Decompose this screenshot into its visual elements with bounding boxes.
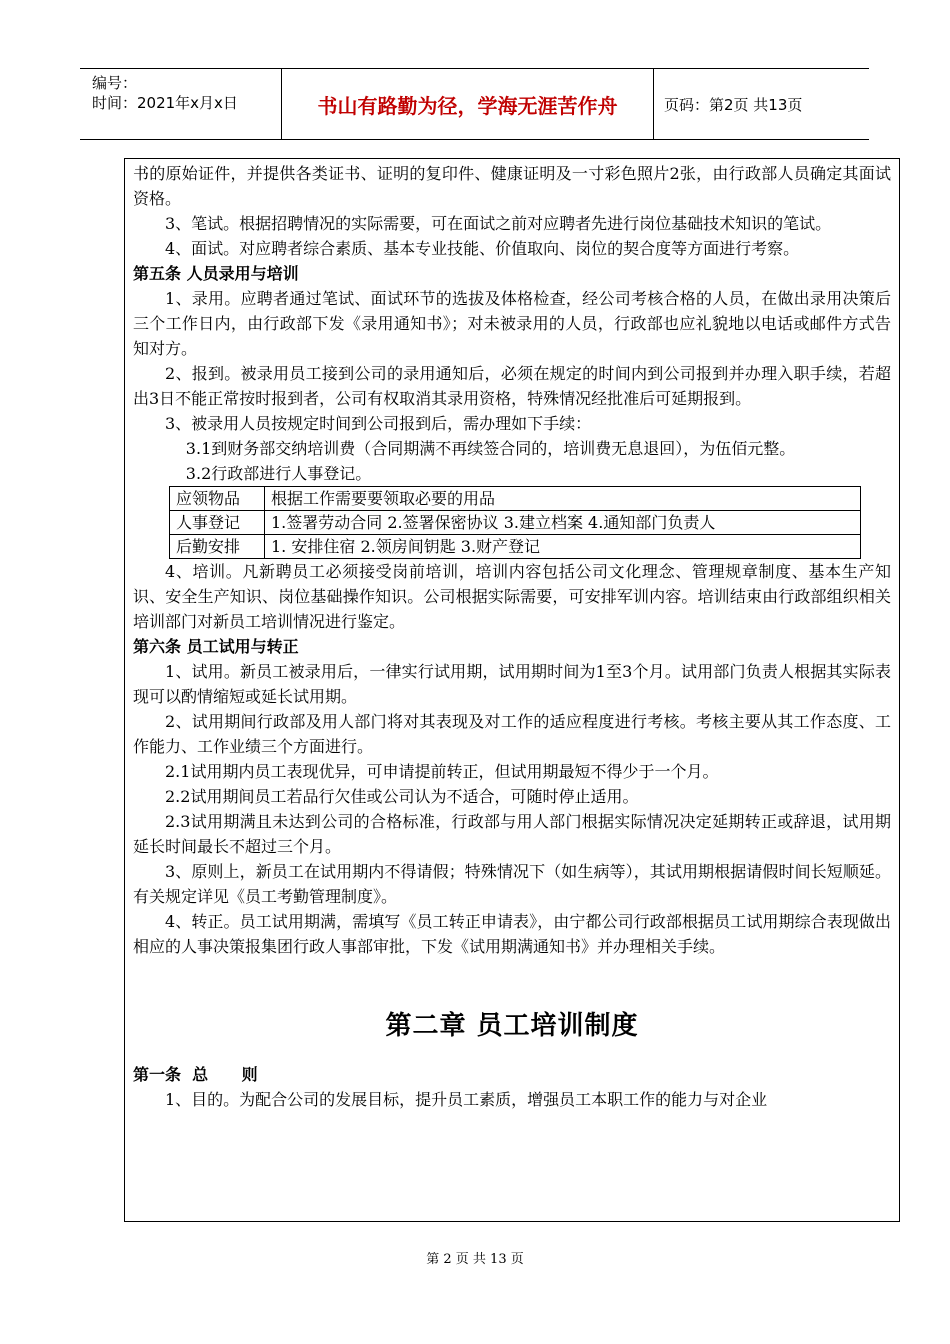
paragraph: 4、转正。员工试用期满，需填写《员工转正申请表》，由宁都公司行政部根据员工试用期综合表现做出相应的人事决策报集团行政人事部审批，下发《试用期满通知书》并办理相关手续。 bbox=[133, 912, 891, 956]
table-cell-value: 1.签署劳动合同 2.签署保密协议 3.建立档案 4.通知部门负责人 bbox=[265, 511, 861, 535]
paragraph: 2.3试用期满且未达到公司的合格标准，行政部与用人部门根据实际情况决定延期转正或辞退，试用期延长时间最长不超过三个月。 bbox=[133, 812, 891, 856]
paragraph: 1、试用。新员工被录用后，一律实行试用期，试用期时间为1至3个月。试用部门负责人根据其实际表现可以酌情缩短或延长试用期。 bbox=[133, 662, 891, 706]
paragraph: 书的原始证件，并提供各类证书、证明的复印件、健康证明及一寸彩色照片2张，由行政部人员确定其面试资格。 bbox=[133, 164, 891, 208]
paragraph: 1、录用。应聘者通过笔试、面试环节的选拔及体格检查，经公司考核合格的人员，在做出录用决策后三个工作日内，由行政部下发《录用通知书》；对未被录用的人员，行政部也应礼貌地以电话或邮件方式告知对方。 bbox=[133, 289, 891, 358]
onboarding-table bbox=[169, 486, 861, 559]
paragraph: 3.2行政部进行人事登记。 bbox=[185, 464, 372, 483]
header-page-info: 页码：第2页 共13页 bbox=[664, 95, 803, 114]
page-footer: 第 2 页 共 13 页 bbox=[426, 1252, 524, 1267]
table-cell-value: 1. 安排住宿 2.领房间钥匙 3.财产登记 bbox=[265, 535, 861, 559]
header-table bbox=[80, 68, 869, 140]
table-row bbox=[170, 487, 861, 511]
header-motto: 书山有路勤为径，学海无涯苦作舟 bbox=[282, 69, 654, 139]
paragraph: 3、被录用人员按规定时间到公司报到后，需办理如下手续： bbox=[165, 414, 592, 433]
table-row bbox=[170, 511, 861, 535]
paragraph: 1、目的。为配合公司的发展目标，提升员工素质，增强员工本职工作的能力与对企业 bbox=[165, 1090, 768, 1109]
section-heading-6: 第六条 员工试用与转正 bbox=[133, 637, 299, 656]
paragraph: 3.1到财务部交纳培训费（合同期满不再续签合同的，培训费无息退回），为伍佰元整。 bbox=[185, 439, 796, 458]
paragraph: 2、试用期间行政部及用人部门将对其表现及对工作的适应程度进行考核。考核主要从其工作态度、工作能力、工作业绩三个方面进行。 bbox=[133, 712, 891, 756]
table-cell-key: 应领物品 bbox=[170, 487, 265, 511]
document-body bbox=[124, 158, 900, 1222]
paragraph: 2.2试用期间员工若品行欠佳或公司认为不适合，可随时停止适用。 bbox=[165, 787, 639, 806]
table-row bbox=[170, 535, 861, 559]
table-cell-key: 人事登记 bbox=[170, 511, 265, 535]
table-cell-value: 根据工作需要要领取必要的用品 bbox=[265, 487, 861, 511]
table-cell-key: 后勤安排 bbox=[170, 535, 265, 559]
paragraph: 4、面试。对应聘者综合素质、基本专业技能、价值取向、岗位的契合度等方面进行考察。 bbox=[165, 239, 800, 258]
number-label: 编号： bbox=[92, 74, 138, 92]
time-label: 时间：2021年x月x日 bbox=[92, 94, 238, 112]
paragraph: 4、培训。凡新聘员工必须接受岗前培训，培训内容包括公司文化理念、管理规章制度、基本生产知识、安全生产知识、岗位基础操作知识。公司根据实际需要，可安排军训内容。培训结束由行政部组织相关培训部门对新员工培训情况进行鉴定。 bbox=[133, 562, 891, 631]
section-heading-5: 第五条 人员录用与培训 bbox=[133, 264, 299, 283]
section-heading-1: 第一条 总 则 bbox=[133, 1065, 258, 1084]
paragraph: 3、原则上，新员工在试用期内不得请假；特殊情况下（如生病等），其试用期根据请假时间长短顺延。有关规定详见《员工考勤管理制度》。 bbox=[133, 862, 891, 906]
header-meta bbox=[80, 69, 282, 139]
paragraph: 2.1试用期内员工表现优异，可申请提前转正，但试用期最短不得少于一个月。 bbox=[165, 762, 719, 781]
paragraph: 2、报到。被录用员工接到公司的录用通知后，必须在规定的时间内到公司报到并办理入职手续，若超出3日不能正常按时报到者，公司有权取消其录用资格，特殊情况经批准后可延期报到。 bbox=[133, 364, 891, 408]
chapter-title: 第二章 员工培训制度 bbox=[385, 1011, 639, 1041]
paragraph: 3、笔试。根据招聘情况的实际需要，可在面试之前对应聘者先进行岗位基础技术知识的笔试。 bbox=[165, 214, 832, 233]
